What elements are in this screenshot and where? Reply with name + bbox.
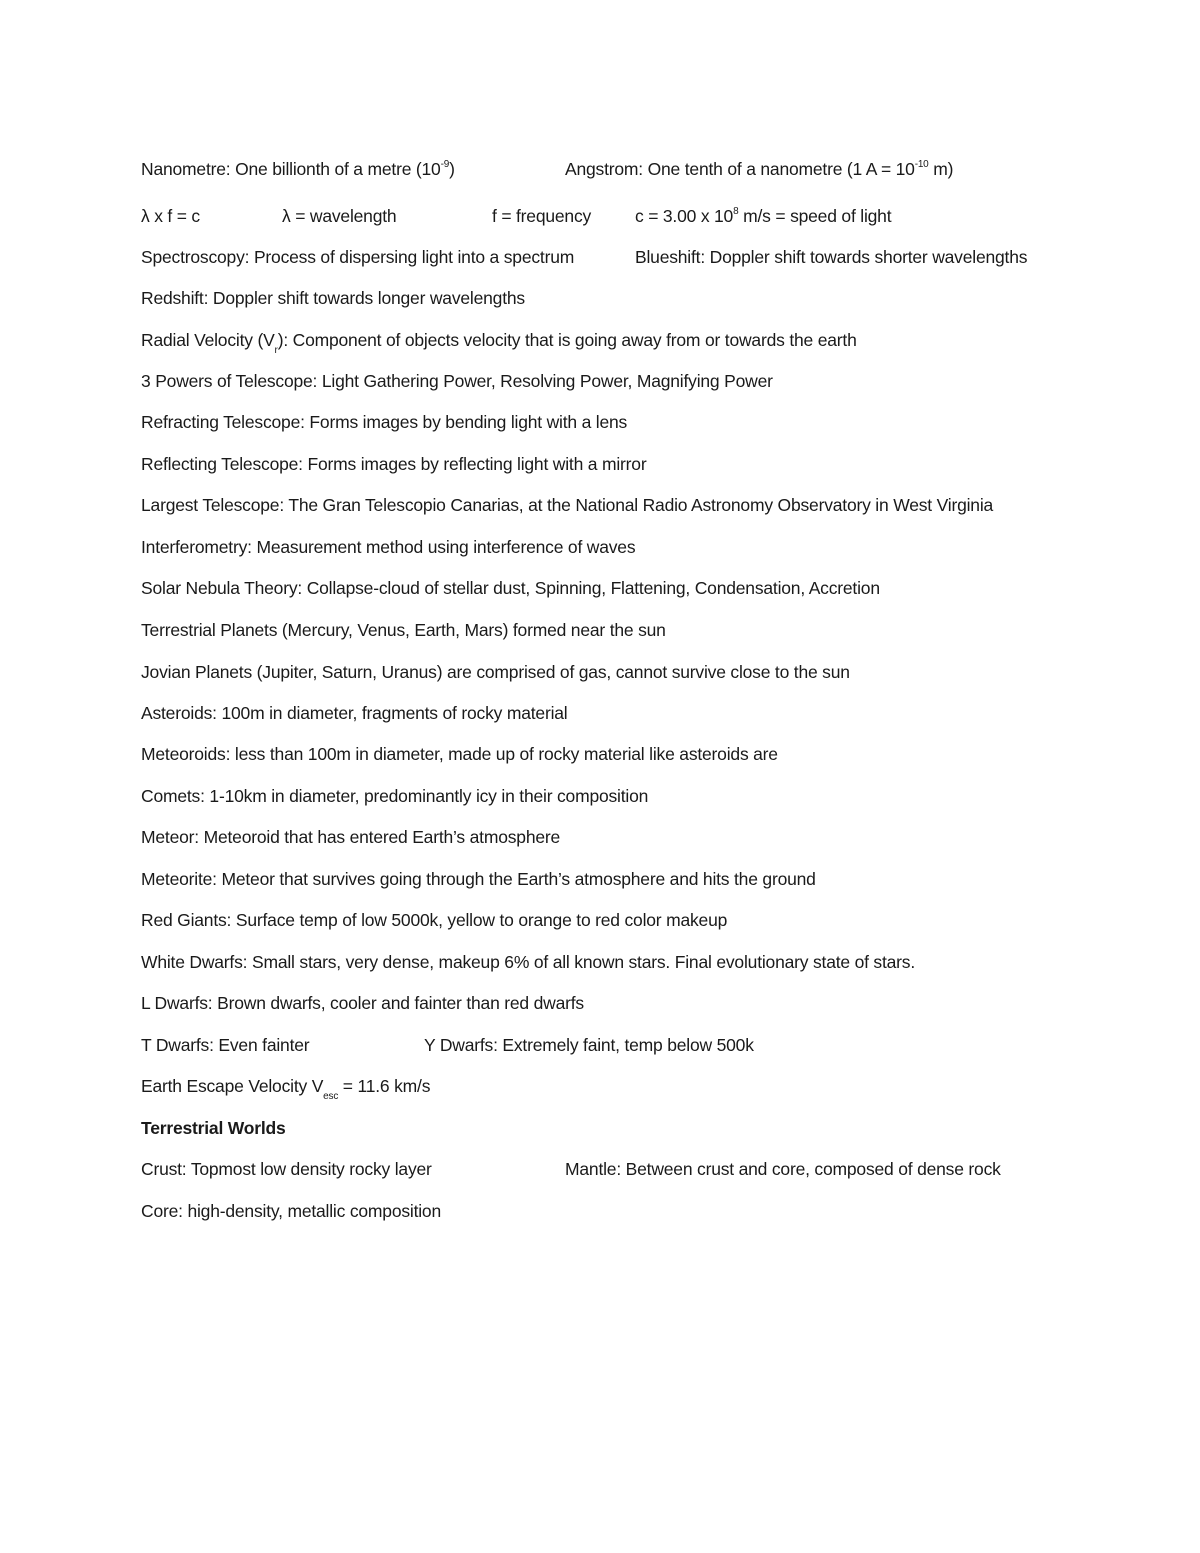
red-giants-definition: Red Giants: Surface temp of low 5000k, yellow to orange to red color makeup [141,910,728,930]
telescope-powers: 3 Powers of Telescope: Light Gathering Power, Resolving Power, Magnifying Power [141,371,773,391]
angstrom-definition: Angstrom: One tenth of a nanometre (1 $A = 10^{-10}$ m) [565,159,954,179]
mantle-definition: Mantle: Between crust and core, composed of dense rock [565,1159,1001,1179]
largest-telescope: Largest Telescope: The Gran Telescopio Canarias, at the National Radio Astronomy Observatory in West Virginia [141,495,994,515]
nanometre-definition: Nanometre: One billionth of a metre $(10^{-9})$ [141,159,455,179]
t-dwarfs-definition: T Dwarfs: Even fainter [141,1035,310,1055]
frequency-definition: f = frequency [492,206,592,226]
speed-of-light-definition: c = 3.00 x $10^8$ m/s = speed of light [635,206,892,226]
wavelength-definition: λ = wavelength [282,206,397,226]
blueshift-definition: Blueshift: Doppler shift towards shorter wavelengths [635,247,1028,267]
jovian-planets: Jovian Planets (Jupiter, Saturn, Uranus) are comprised of gas, cannot survive close to the sun [141,662,850,682]
meteor-definition: Meteor: Meteoroid that has entered Earth’s atmosphere [141,827,561,847]
radial-velocity-definition: Radial Velocity $(V_r)$: Component of objects velocity that is going away from or towards the earth [141,330,857,356]
reflecting-telescope-definition: Reflecting Telescope: Forms images by reflecting light with a mirror [141,454,647,474]
wave-equation: λ x f = c [141,206,200,226]
y-dwarfs-definition: Y Dwarfs: Extremely faint, temp below 500k [424,1035,754,1055]
crust-definition: Crust: Topmost low density rocky layer [141,1159,432,1179]
solar-nebula-theory: Solar Nebula Theory: Collapse-cloud of stellar dust, Spinning, Flattening, Condensation, Accretion [141,578,880,598]
l-dwarfs-definition: L Dwarfs: Brown dwarfs, cooler and fainter than red dwarfs [141,993,584,1013]
meteoroids-definition: Meteoroids: less than 100m in diameter, made up of rocky material like asteroids are [141,744,778,764]
refracting-telescope-definition: Refracting Telescope: Forms images by bending light with a lens [141,412,628,432]
comets-definition: Comets: 1-10km in diameter, predominantly icy in their composition [141,786,649,806]
asteroids-definition: Asteroids: 100m in diameter, fragments of rocky material [141,703,568,723]
meteorite-definition: Meteorite: Meteor that survives going through the Earth’s atmosphere and hits the ground [141,869,816,889]
interferometry-definition: Interferometry: Measurement method using interference of waves [141,537,636,557]
redshift-definition: Redshift: Doppler shift towards longer wavelengths [141,288,525,308]
white-dwarfs-definition: White Dwarfs: Small stars, very dense, makeup 6% of all known stars. Final evolutionary state of stars. [141,952,916,972]
core-definition: Core: high-density, metallic composition [141,1201,442,1221]
escape-velocity: Earth Escape Velocity $V_{esc} = 11.6$ km/s [141,1076,431,1102]
spectroscopy-definition: Spectroscopy: Process of dispersing light into a spectrum [141,247,575,267]
section-heading-terrestrial-worlds: Terrestrial Worlds [141,1118,286,1138]
terrestrial-planets: Terrestrial Planets (Mercury, Venus, Earth, Mars) formed near the sun [141,620,666,640]
